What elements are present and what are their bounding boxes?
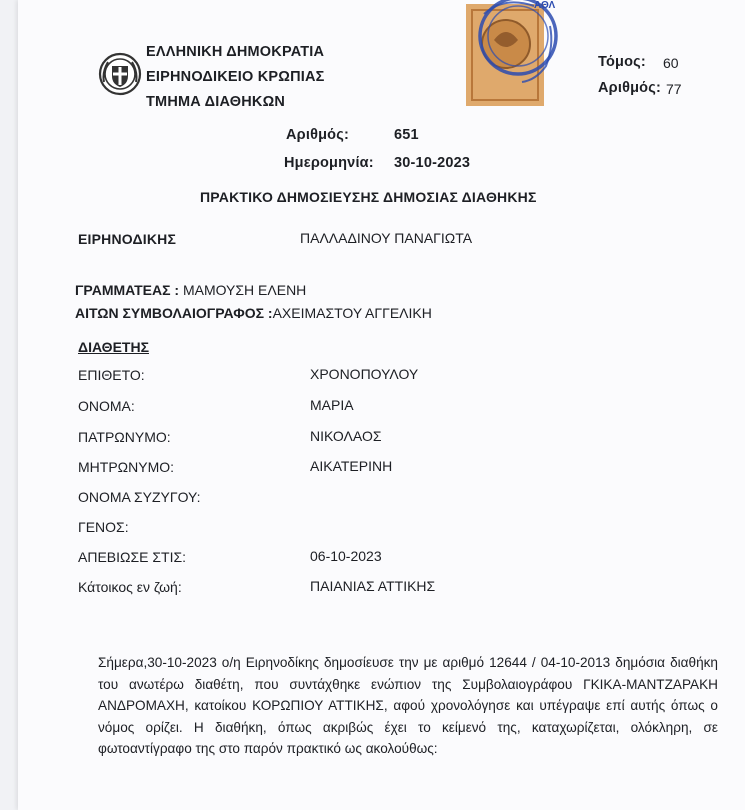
field-label: ΜΗΤΡΩΝΥΜΟ: xyxy=(78,459,175,475)
field-value: ΜΑΡΙΑ xyxy=(310,397,354,413)
field-label: ΟΝΟΜΑ ΣΥΖΥΓΟΥ: xyxy=(78,489,201,505)
publication-paragraph: Σήμερα,30-10-2023 ο/η Ειρηνοδίκης δημοσίευσε την με αριθμό 12644 / 04-10-2013 δημόσια διαθήκη του ανωτέρω διαθέτη, που συντάχθηκε ενώπιον της Συμβολαιογράφου ΓΚΙΚΑ-ΜΑΝΤΖΑΡΑΚΗ ΑΝΔΡΟΜΑΧΗ, κατοίκου ΚΟΡΩΠΙΟΥ ΑΤΤΙΚΗΣ, αφού χρονολόγησε και υπέγραψε επί αυτής όπως ο νόμος ορίζει. Η διαθήκη, όπως ακριβώς έχει το κείμενό της, καταχωρίζεται, ολόκληρη, σε φωτοαντίγραφο της στο παρόν πρακτικό ως ακολούθως: xyxy=(98,655,718,756)
notary-value: ΑΧΕΙΜΑΣΤΟΥ ΑΓΓΕΛΙΚΗ xyxy=(272,305,432,321)
notary-label: ΑΙΤΩΝ ΣΥΜΒΟΛΑΙΟΓΡΑΦΟΣ : xyxy=(75,305,273,321)
field-label: ΠΑΤΡΩΝΥΜΟ: xyxy=(78,429,171,445)
field-label: ΑΠΕΒΙΩΣΕ ΣΤΙΣ: xyxy=(78,549,187,565)
publication-statement xyxy=(98,652,718,760)
record-date-label: Ημερομηνία: xyxy=(284,155,374,171)
testator-heading: ΔΙΑΘΕΤΗΣ xyxy=(78,339,149,355)
field-value: 06-10-2023 xyxy=(310,548,382,564)
field-value: ΝΙΚΟΛΑΟΣ xyxy=(310,428,382,444)
field-value: ΑΙΚΑΤΕΡΙΝΗ xyxy=(310,458,393,474)
notary-row xyxy=(75,305,432,321)
header-line-court: ΕΙΡΗΝΟΔΙΚΕΙΟ ΚΡΩΠΙΑΣ xyxy=(146,69,325,85)
record-date-value: 30-10-2023 xyxy=(394,155,471,171)
document-title: ΠΡΑΚΤΙΚΟ ΔΗΜΟΣΙΕΥΣΗΣ ΔΗΜΟΣΙΑΣ ΔΙΑΘΗΚΗΣ xyxy=(200,189,537,205)
volume-number-label: Αριθμός: xyxy=(598,80,662,96)
field-label: ΟΝΟΜΑ: xyxy=(78,398,135,414)
volume-number-value: 77 xyxy=(666,81,682,97)
judge-label: ΕΙΡΗΝΟΔΙΚΗΣ xyxy=(78,231,177,247)
field-value: ΧΡΟΝΟΠΟΥΛΟΥ xyxy=(310,366,419,382)
secretary-label: ΓΡΑΜΜΑΤΕΑΣ : xyxy=(75,282,180,298)
greek-coat-of-arms-icon xyxy=(98,52,142,96)
header-line-republic: ΕΛΛΗΝΙΚΗ ΔΗΜΟΚΡΑΤΙΑ xyxy=(146,44,325,60)
header-line-department: ΤΜΗΜΑ ΔΙΑΘΗΚΩΝ xyxy=(146,94,286,110)
field-label: Κάτοικος εν ζωή: xyxy=(78,579,182,595)
svg-text:ΑΘΛ: ΑΘΛ xyxy=(534,0,556,11)
record-number-value: 651 xyxy=(394,127,419,143)
volume-label: Τόμος: xyxy=(598,54,646,70)
record-number-label: Αριθμός: xyxy=(286,127,350,143)
field-label: ΓΕΝΟΣ: xyxy=(78,519,129,535)
judge-value: ΠΑΛΛΑΔΙΝΟΥ ΠΑΝΑΓΙΩΤΑ xyxy=(300,230,473,246)
field-value: ΠΑΙΑΝΙΑΣ ΑΤΤΙΚΗΣ xyxy=(310,578,436,594)
field-label: ΕΠΙΘΕΤΟ: xyxy=(78,367,145,383)
secretary-row xyxy=(75,282,306,298)
revenue-stamp-icon xyxy=(464,0,586,108)
volume-value: 60 xyxy=(663,55,679,71)
secretary-value: ΜΑΜΟΥΣΗ ΕΛΕΝΗ xyxy=(182,282,307,298)
document-page xyxy=(18,0,745,810)
